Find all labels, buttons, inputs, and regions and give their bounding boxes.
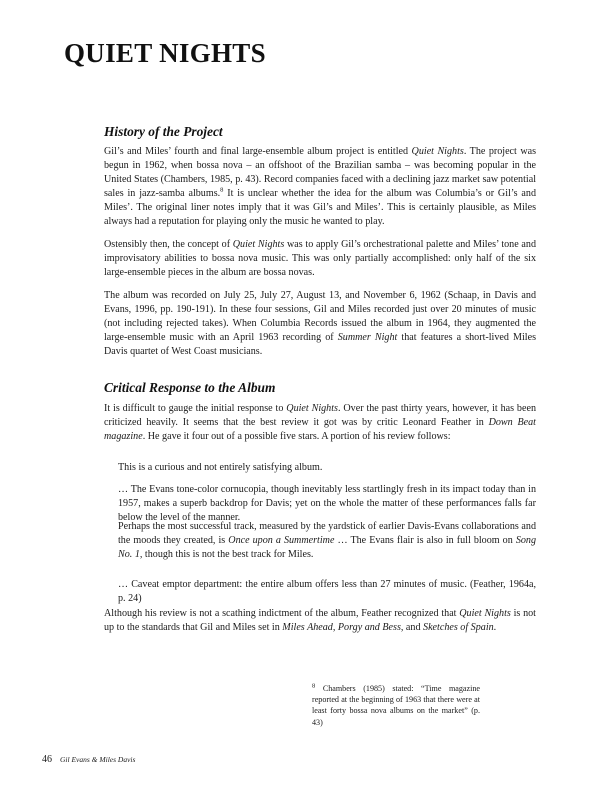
review-quote-2: … The Evans tone-color cornucopia, though inevitably less startlingly fresh in its impact today than in 1957, makes a superb backdrop for Davis; yet on the whole the matter of these performances falls far below the level of the manner.	[118, 484, 536, 523]
review-quote-4: … Caveat emptor department: the entire album offers less than 27 minutes of music. (Feather, 1964a, p. 24)	[118, 579, 536, 604]
history-paragraph-2: Ostensibly then, the concept of Quiet Nights was to apply Gil’s orchestrational palette and Miles’ tone and improvisatory abilities to bossa nova music. This was only partially accomplished: only half of the six large-ensemble pieces in the album are bossa novas.	[104, 239, 536, 278]
page-footer	[42, 754, 135, 765]
history-paragraph-3: The album was recorded on July 25, July 27, August 13, and November 6, 1962 (Schaap, in Davis and Evans, 1996, pp. 190-191). In these four sessions, Gil and Miles recorded just over 20 minutes of music (not including rejected takes). When Columbia Records issued the album in 1964, they augmented the large-ensemble music with an April 1963 recording of Summer Night that features a short-lived Miles Davis quartet of West Coast musicians.	[104, 290, 537, 357]
review-quote-1: This is a curious and not entirely satisfying album.	[118, 462, 323, 473]
footnote-mark: 8	[312, 682, 316, 690]
critical-closing-paragraph: Although his review is not a scathing indictment of the album, Feather recognized that Quiet Nights is not up to the standards that Gil and Miles set in Miles Ahead, Porgy and Bess, and Sketches of Spain.	[104, 608, 536, 633]
critical-intro-paragraph: It is difficult to gauge the initial response to Quiet Nights. Over the past thirty years, however, it has been criticized heavily. It seems that the best review it got was by critic Leonard Feather in Down Beat magazine. He gave it four out of a possible five stars. A portion of his review follows:	[104, 403, 536, 442]
chapter-title: QUIET NIGHTS	[64, 38, 266, 68]
section-heading-history: History of the Project	[104, 124, 223, 139]
running-head: Gil Evans & Miles Davis	[60, 755, 136, 764]
history-paragraph-1: Gil’s and Miles’ fourth and final large-ensemble album project is entitled Quiet Nights. The project was begun in 1962, when bossa nova – an offshoot of the Brazilian samba – was becoming popular in the United States (Chambers, 1985, p. 43). Record companies faced with a declining jazz market saw potential sales in jazz-samba albums.$^8$ It is unclear whether the idea for the album was Columbia’s or Gil’s and Miles’. The original liner notes imply that it was Gil’s and Miles’. This is certainly plausible, as Miles always had a reputation for playing only the music he wanted to play.	[104, 146, 537, 227]
section-heading-critical-response: Critical Response to the Album	[104, 380, 276, 395]
page-number: 46	[42, 754, 52, 765]
footnote-reference: 8	[220, 186, 224, 194]
footnote: $^8$ Chambers (1985) stated: “Time magazine reported at the beginning of 1963 that there were at least forty bossa nova albums on the market” (p. 43)	[312, 682, 480, 727]
review-quote-3: Perhaps the most successful track, measured by the yardstick of earlier Davis-Evans collaborations and the moods they created, is Once upon a Summertime … The Evans flair is also in full bloom on Song No. 1, though this is not the best track for Miles.	[118, 521, 537, 560]
